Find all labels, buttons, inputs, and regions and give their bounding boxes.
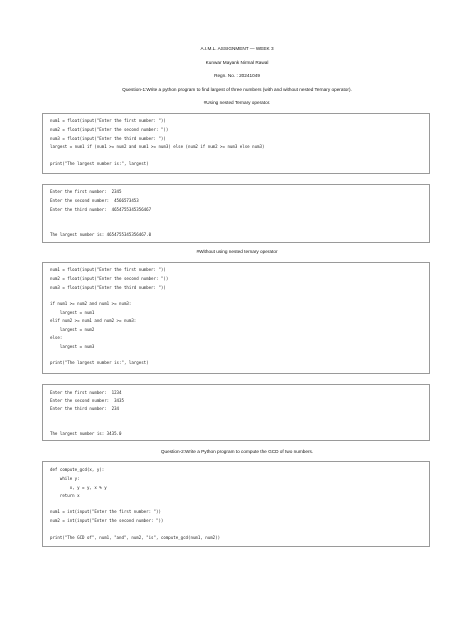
code-line: return x <box>50 493 80 498</box>
registration-number: Regn. No. : 20241049 <box>214 73 260 78</box>
code-line: num3 = float(input("Enter the third number: ")) <box>50 285 166 290</box>
code-line: while y: <box>50 476 80 481</box>
code-line: def compute_gcd(x, y): <box>50 467 105 472</box>
subheading-without-ternary: #Without using nested ternary operator <box>196 249 278 254</box>
code-line: largest = num1 <box>50 310 95 315</box>
output-result: The largest number is: 4654755345356467.0 <box>50 232 152 237</box>
code-line: largest = num1 if (num1 >= num2 and num1 >= num3) else (num2 if num2 >= num3 else num3) <box>50 144 265 149</box>
subheading-nested-ternary: #Using nested Ternary operator. <box>203 100 271 105</box>
code-line: num1 = float(input("Enter the first number: ")) <box>50 267 166 272</box>
code-line: largest = num2 <box>50 327 95 332</box>
code-line: if num1 >= num2 and num1 >= num3: <box>50 301 132 306</box>
code-line: print("The largest number is:", largest) <box>50 161 149 166</box>
assignment-title: A.I.M.L. ASSIGNMENT — WEEK 3 <box>200 46 274 51</box>
output-line: Enter the third number: 234 <box>50 406 120 411</box>
code-line: else: <box>50 335 63 340</box>
code-line: num2 = int(input("Enter the second number: ")) <box>50 518 164 523</box>
output-line: Enter the first number: 1234 <box>50 390 122 395</box>
output-line: Enter the second number: 3435 <box>50 398 124 403</box>
code-line: print("The GCD of", num1, "and", num2, "is", compute_gcd(num1, num2)) <box>50 535 221 540</box>
code-line: largest = num3 <box>50 344 95 349</box>
question-2-heading: Question-2:Write a Python program to compute the GCD of two numbers. <box>160 449 314 454</box>
code-line: num3 = float(input("Enter the third number: ")) <box>50 136 166 141</box>
output-line: Enter the third number: 4654755345356467 <box>50 207 152 212</box>
code-line: num1 = int(input("Enter the first number: ")) <box>50 509 161 514</box>
code-line: num2 = float(input("Enter the second number: ")) <box>50 127 169 132</box>
code-line: x, y = y, x % y <box>50 485 107 490</box>
code-line: print("The largest number is:", largest) <box>50 360 149 365</box>
output-line: Enter the second number: 4566573453 <box>50 198 139 203</box>
output-line: Enter the first number: 2345 <box>50 189 122 194</box>
code-line: num1 = float(input("Enter the first number: ")) <box>50 118 166 123</box>
code-line: num2 = float(input("Enter the second number: ")) <box>50 276 169 281</box>
code-line: elif num2 >= num1 and num2 >= num3: <box>50 318 137 323</box>
output-result: The largest number is: 3435.0 <box>50 431 122 436</box>
question-1-heading: Question-1:Write a python program to find largest of three numbers (with and without nested Ternary operator). <box>122 87 352 92</box>
student-name: Kunwar Mayank Nirmal Rawal <box>205 60 269 65</box>
